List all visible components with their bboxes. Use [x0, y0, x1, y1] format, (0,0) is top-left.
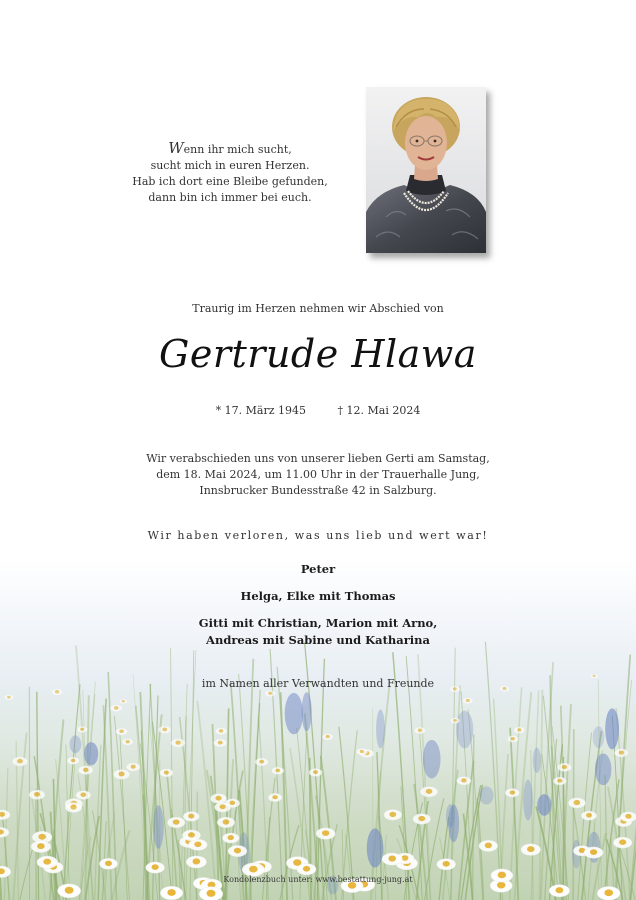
- mourner-group: Helga, Elke mit Thomas: [240, 589, 396, 603]
- mourners-list: [0, 561, 636, 659]
- poem-line-1: Wenn ihr mich sucht,: [168, 139, 292, 157]
- poem-initial: W: [168, 139, 184, 157]
- notice-line-3: Innsbrucker Bundesstraße 42 in Salzburg.: [199, 484, 437, 497]
- mourner-group: Peter: [300, 562, 336, 576]
- poem-line-4: dann bin ich immer bei euch.: [148, 191, 312, 204]
- mourner-group: Gitti mit Christian, Marion mit Arno, Andreas mit Sabine und Katharina: [198, 616, 438, 647]
- portrait-image: [366, 87, 486, 253]
- portrait-photo: [366, 87, 486, 253]
- notice-line-1: Wir verabschieden uns von unserer lieben Gerti am Samstag,: [146, 452, 490, 465]
- deceased-name: Gertrude Hlawa: [159, 332, 477, 376]
- notice-line-2: dem 18. Mai 2024, um 11.00 Uhr in der Trauerhalle Jung,: [156, 468, 480, 481]
- poem-line-3: Hab ich dort eine Bleibe gefunden,: [132, 175, 328, 188]
- motto: Wir haben verloren, was uns lieb und wert war!: [147, 529, 489, 542]
- death-date: † 12. Mai 2024: [337, 404, 421, 417]
- poem-line-2: sucht mich in euren Herzen.: [150, 159, 310, 172]
- closing-text: im Namen aller Verwandten und Freunde: [201, 677, 435, 690]
- poem: [110, 140, 350, 206]
- condolence-footer: Kondolenzbuch unter: www.bestattung-jung.at: [223, 875, 413, 884]
- funeral-notice: [100, 451, 536, 499]
- intro-text: Traurig im Herzen nehmen wir Abschied von: [192, 302, 444, 315]
- life-dates: [0, 404, 636, 417]
- birth-date: * 17. März 1945: [215, 404, 307, 417]
